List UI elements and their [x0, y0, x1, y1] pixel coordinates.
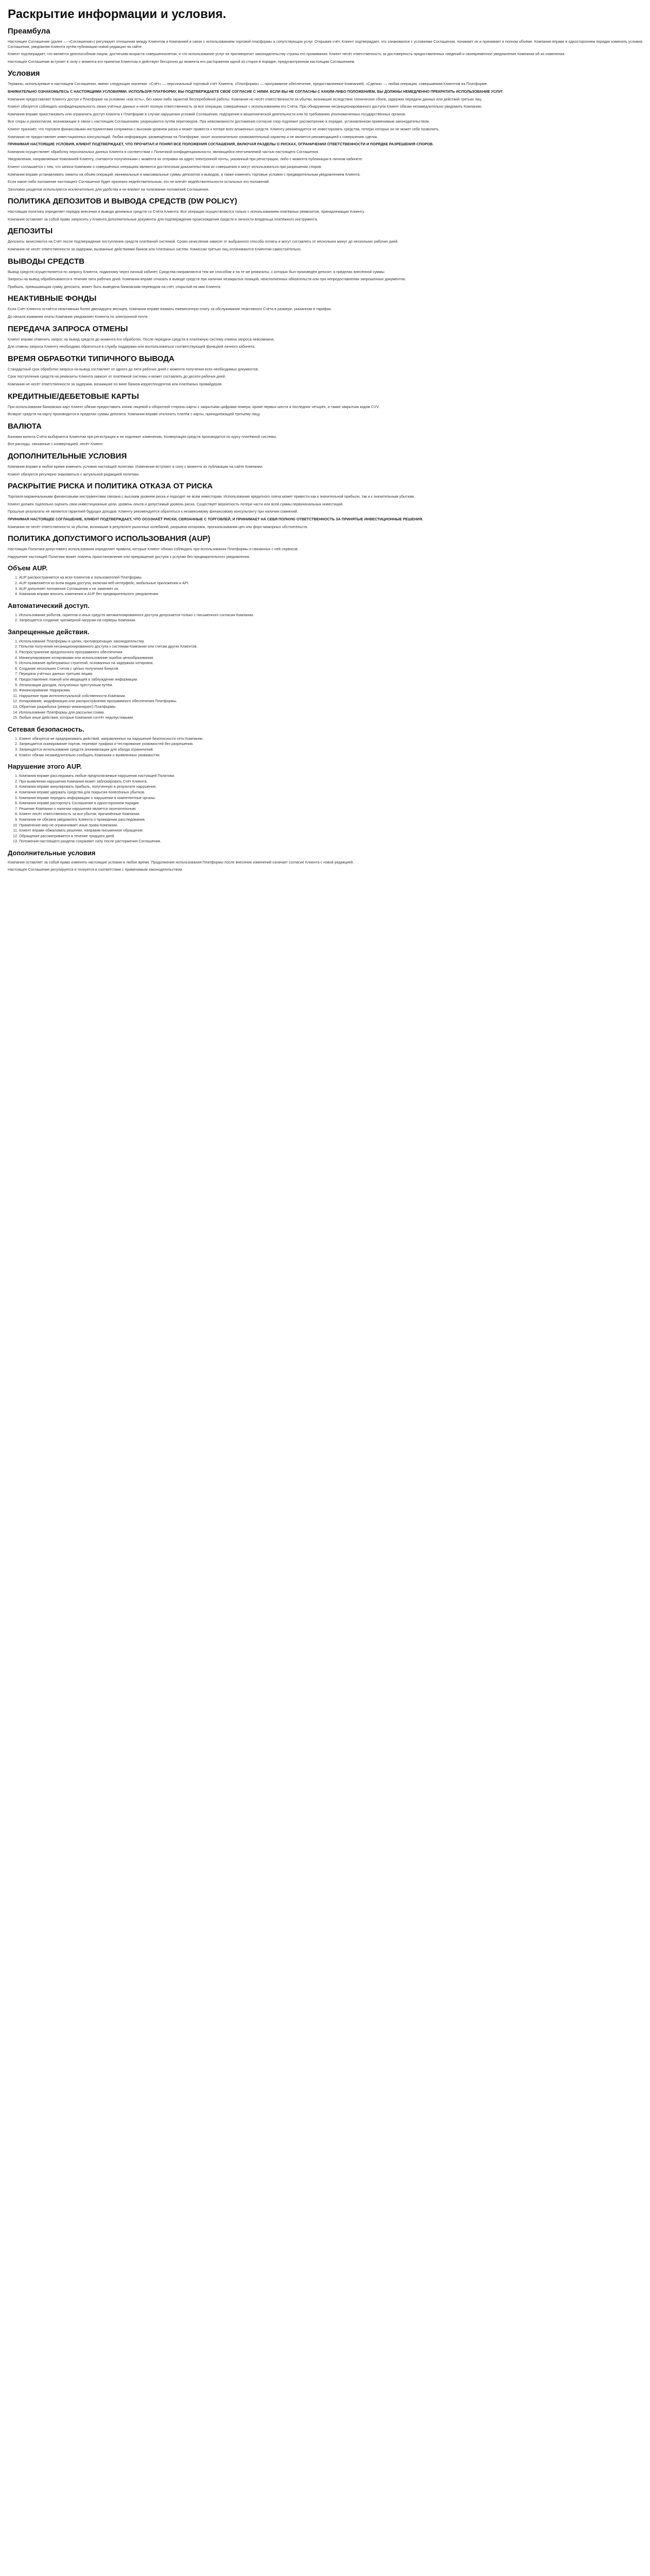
paragraph: Компания вправе в любое время изменить условия настоящей политики. Изменения вступают в силу с момента их публикации на сайте Компании. [8, 464, 263, 469]
list-item: 2. При выявлении нарушения Компания может заблокировать Счёт Клиента. [19, 779, 642, 784]
aup-list-network [8, 736, 642, 757]
section-heading-terms: Условия [8, 69, 40, 78]
paragraph: Компания оставляет за собой право запросить у Клиента дополнительные документы для подтверждения происхождения средств и личности владельца платёжного инструмента. [8, 216, 318, 222]
section-heading-currency: ВАЛЮТА [8, 421, 42, 431]
section-heading-aup: ПОЛИТИКА ДОПУСТИМОГО ИСПОЛЬЗОВАНИЯ (AUP) [8, 534, 211, 544]
paragraph: Клиент обязуется соблюдать конфиденциальность своих учётных данных и несёт полную ответственность за все операции, совершённые с использованием его Счёта. При обнаружении несанкционированного доступа Клиент обязан незамедлительно уведомить Компанию. [8, 104, 483, 109]
section-heading-deposit-withdrawal: ПОЛИТИКА ДЕПОЗИТОВ И ВЫВОДА СРЕДСТВ (DW POLICY) [8, 197, 237, 206]
list-item: 11. Нарушение прав интеллектуальной собственности Компании. [19, 693, 642, 699]
footer-section [8, 849, 642, 872]
list-item: 7. Передача учётных данных третьим лицам. [19, 671, 642, 676]
paragraph: Компания не предоставляет инвестиционных консультаций. Любая информация, размещённая на Платформе, носит исключительно ознакомительный характер и не является рекомендацией к совершению сделок. [8, 134, 378, 139]
paragraph: Компания оставляет за собой право изменять настоящие условия в любое время. Продолжение использования Платформы после внесения изменений означает согласие Клиента с новой редакцией. [8, 859, 354, 865]
list-item: 1. Клиент обязуется не предпринимать действий, направленных на нарушение безопасности сети Компании. [19, 736, 642, 741]
paragraph: Депозиты зачисляются на Счёт после подтверждения поступления средств платёжной системой. Сроки зачисления зависят от выбранного способа оплаты и могут составлять от нескольких минут до нескольких рабочих дней. [8, 239, 399, 244]
aup-heading-automated: Автоматический доступ. [8, 601, 90, 609]
section-heading-unused-funds: НЕАКТИВНЫЕ ФОНДЫ [8, 294, 97, 303]
aup-heading-prohibited: Запрещенные действия. [8, 628, 90, 636]
paragraph: Компания не несёт ответственности за задержки, возникшие по вине банков-корреспондентов или платёжных провайдеров. [8, 382, 223, 386]
aup-list-prohibited [8, 639, 642, 720]
list-item: 6. Компания вправе расторгнуть Соглашение в одностороннем порядке. [19, 801, 642, 806]
list-item: 8. Клиент несёт ответственность за все убытки, причинённые Компании. [19, 811, 642, 817]
aup-list-scope [8, 575, 642, 596]
list-item: 5. Использование арбитражных стратегий, основанных на задержках котировок. [19, 660, 642, 666]
paragraph: Компания вправе приостановить или ограничить доступ Клиента к Платформе в случае нарушения условий Соглашения, подозрения в мошеннической деятельности или по требованию уполномоченных государственных органов. [8, 111, 406, 116]
list-item: 7. Решение Компании о наличии нарушения является окончательным. [19, 806, 642, 811]
paragraph: Клиент признаёт, что торговля финансовыми инструментами сопряжена с высоким уровнем риска и может привести к потере всех вложенных средств. Клиенту рекомендуется не инвестировать средства, потерю которых он не может себе позволить. [8, 126, 440, 131]
list-item: 1. Компания вправе расследовать любые предполагаемые нарушения настоящей Политики. [19, 773, 642, 778]
aup-heading-network: Сетевая безопасность. [8, 725, 84, 733]
list-item: 6. Создание нескольких Счетов с целью получения бонусов. [19, 666, 642, 671]
list-item: 1. Использование Платформы в целях, противоречащих законодательству. [19, 639, 642, 644]
paragraph: Торговля маржинальными финансовыми инструментами связана с высоким уровнем риска и подходит не всем инвесторам. Использование кредитного плеча может привести как к значительной прибыли, так и к значительным убыткам. [8, 494, 415, 499]
section-heading-cancellation: ПЕРЕДАЧА ЗАПРОСА ОТМЕНЫ [8, 324, 128, 333]
paragraph: Настоящее Соглашение вступает в силу с момента его принятия Клиентом и действует бессрочно до момента его расторжения одной из сторон в порядке, предусмотренном настоящим Соглашением. [8, 59, 355, 64]
paragraph: Клиент обязуется регулярно знакомиться с актуальной редакцией политики. [8, 471, 140, 477]
section-heading-additional: ДОПОЛНИТЕЛЬНЫЕ УСЛОВИЯ [8, 451, 127, 461]
paragraph: Компания вправе устанавливать лимиты на объём операций, минимальные и максимальные суммы депозитов и выводов, а также изменять торговые условия с предварительным уведомлением Клиента. [8, 172, 361, 177]
paragraph: Настоящее Соглашение регулируется и толкуется в соответствии с применимым законодательством. [8, 867, 183, 872]
list-item: 13. Обратная разработка (реверс-инжиниринг) Платформы. [19, 704, 642, 709]
paragraph: Компания не несёт ответственности за убытки, возникшие в результате рыночных колебаний, разрывов котировок, проскальзывания цен или форс-мажорных обстоятельств. [8, 524, 308, 529]
paragraph: Базовая валюта Счёта выбирается Клиентом при регистрации и не подлежит изменению. Конвертация средств производится по курсу платёжной системы. [8, 434, 277, 439]
list-item: 12. Копирование, модификация или распространение программного обеспечения Платформы. [19, 699, 642, 704]
list-item: 3. AUP дополняет положения Соглашения и не заменяет их. [19, 586, 642, 591]
list-item: 3. Компания вправе аннулировать прибыль, полученную в результате нарушения. [19, 784, 642, 789]
list-item: 10. Финансирование терроризма. [19, 688, 642, 693]
paragraph: Возврат средств на карту производится в пределах суммы депозита. Компания вправе отклонить платёж с карты, принадлежащей третьему лицу. [8, 412, 261, 417]
paragraph: При использовании банковских карт Клиент обязан предоставить копию лицевой и оборотной стороны карты с закрытыми цифрами номера, кроме первых шести и последних четырёх, а также закрытым кодом CVV. [8, 404, 380, 409]
list-item: 14. Использование Платформы для рассылки спама. [19, 710, 642, 715]
paragraph: Если какое-либо положение настоящего Соглашения будет признано недействительным, это не влечёт недействительности остальных его положений. [8, 179, 270, 184]
paragraph: ПРИНИМАЯ НАСТОЯЩИЕ УСЛОВИЯ, КЛИЕНТ ПОДТВЕРЖДАЕТ, ЧТО ПРОЧИТАЛ И ПОНЯЛ ВСЕ ПОЛОЖЕНИЯ СОГЛАШЕНИЯ, ВКЛЮЧАЯ РАЗДЕЛЫ О РИСКАХ, ОГРАНИЧЕНИИ ОТВЕТСТВЕННОСТИ И ПОРЯДКЕ РАЗРЕШЕНИЯ СПОРОВ. [8, 142, 434, 147]
paragraph: Клиент должен тщательно оценить свои инвестиционные цели, уровень опыта и допустимый уровень риска. Существует вероятность потери части или всей суммы первоначальных инвестиций. [8, 501, 344, 506]
list-item: 4. Манипулирование котировками или использование ошибок ценообразования. [19, 655, 642, 660]
paragraph: Термины, используемые в настоящем Соглашении, имеют следующие значения: «Счёт» — персональный торговый счёт Клиента; «Платформа» — программное обеспечение, предоставляемое Компанией; «Сделка» — любая операция, совершаемая Клиентом на Платформе. [8, 81, 488, 87]
list-item: 2. Запрещается сканирование портов, перехват трафика и тестирование уязвимостей без разрешения. [19, 741, 642, 747]
paragraph: Клиент соглашается с тем, что записи Компании о совершённых операциях являются достаточным доказательством их совершения и могут использоваться при разрешении споров. [8, 164, 322, 169]
list-item: 5. Компания вправе передать информацию о нарушении в компетентные органы. [19, 795, 642, 801]
footer-heading: Дополнительные условия [8, 849, 96, 857]
list-item: 1. Использование роботов, скриптов и иных средств автоматизированного доступа допускается только с письменного согласия Компании. [19, 613, 642, 618]
list-item: 4. Компания вправе вносить изменения в AUP без предварительного уведомления. [19, 591, 642, 597]
aup-heading-violations: Нарушение этого AUP. [8, 762, 82, 771]
paragraph: Заголовки разделов используются исключительно для удобства и не влияют на толкование положений Соглашения. [8, 187, 209, 192]
paragraph: Для отмены запроса Клиенту необходимо обратиться в службу поддержки или воспользоваться соответствующей функцией личного кабинета. [8, 344, 255, 349]
page-title: Раскрытие информации и условия. [8, 7, 227, 21]
list-item: 11. Клиент вправе обжаловать решение, направив письменное обращение. [19, 828, 642, 833]
paragraph: ПРИНИМАЯ НАСТОЯЩЕЕ СОГЛАШЕНИЕ, КЛИЕНТ ПОДТВЕРЖДАЕТ, ЧТО ОСОЗНАЁТ РИСКИ, СВЯЗАННЫЕ С ТОРГОВЛЕЙ, И ПРИНИМАЕТ НА СЕБЯ ПОЛНУЮ ОТВЕТСТВЕННОСТЬ ЗА ПРИНЯТЫЕ ИНВЕСТИЦИОННЫЕ РЕШЕНИЯ. [8, 516, 423, 521]
list-item: 13. Положения настоящего раздела сохраняют силу после расторжения Соглашения. [19, 839, 642, 844]
paragraph: Настоящее Соглашение (далее — «Соглашение») регулирует отношения между Клиентом и Компанией в связи с использованием торговой платформы и сопутствующих услуг. Открывая счёт, Клиент подтверждает, что ознакомился с условиями Соглашения, понимает их и принимает в полном объёме. Компания вправе в одностороннем порядке изменять условия Соглашения, уведомляя Клиента путём публикации новой редакции на сайте. [8, 39, 642, 49]
list-item: 9. Компания не обязана уведомлять Клиента о проведении расследования. [19, 817, 642, 822]
paragraph: ВНИМАТЕЛЬНО ОЗНАКОМЬТЕСЬ С НАСТОЯЩИМИ УСЛОВИЯМИ. ИСПОЛЬЗУЯ ПЛАТФОРМУ, ВЫ ПОДТВЕРЖДАЕТЕ СВОЁ СОГЛАСИЕ С НИМИ. ЕСЛИ ВЫ НЕ СОГЛАСНЫ С КАКИМ-ЛИБО ПОЛОЖЕНИЕМ, ВЫ ДОЛЖНЫ НЕМЕДЛЕННО ПРЕКРАТИТЬ ИСПОЛЬЗОВАНИЕ УСЛУГ. [8, 89, 504, 94]
paragraph: Настоящая Политика допустимого использования определяет правила, которые Клиент обязан соблюдать при использовании Платформы и связанных с ней сервисов. [8, 547, 299, 552]
list-item: 10. Применение мер не ограничивает иные права Компании. [19, 823, 642, 828]
list-item: 12. Обращение рассматривается в течение тридцати дней. [19, 834, 642, 839]
document-body [8, 27, 642, 559]
list-item: 3. Распространение вредоносного программного обеспечения. [19, 650, 642, 655]
paragraph: Клиент подтверждает, что является дееспособным лицом, достигшим возраста совершеннолетия, и что использование услуг не противоречит законодательству страны его проживания. Клиент несёт ответственность за достоверность предоставленных сведений и своевременное уведомление Компании об их изменении. [8, 52, 566, 57]
paragraph: Нарушение настоящей Политики может повлечь приостановление или прекращение доступа к услугам без предварительного уведомления. [8, 554, 250, 559]
paragraph: До начала взимания платы Компания уведомляет Клиента по электронной почте. [8, 314, 149, 319]
paragraph: Прибыль, превышающая сумму депозита, может быть выведена банковским переводом на счёт, открытый на имя Клиента. [8, 284, 221, 289]
paragraph: Компания предоставляет Клиенту доступ к Платформе на условиях «как есть», без каких-либо гарантий бесперебойной работы. Компания не несёт ответственности за убытки, возникшие вследствие технических сбоев, задержек передачи данных или действий третьих лиц. [8, 96, 483, 101]
section-heading-processing-time: ВРЕМЯ ОБРАБОТКИ ТИПИЧНОГО ВЫВОДА [8, 354, 175, 363]
list-item: 8. Предоставление ложной или вводящей в заблуждение информации. [19, 677, 642, 682]
paragraph: Стандартный срок обработки запроса на вывод составляет от одного до пяти рабочих дней с момента получения всех необходимых документов. [8, 366, 259, 371]
document-page [0, 0, 650, 885]
paragraph: Все расходы, связанные с конвертацией, несёт Клиент. [8, 442, 104, 447]
aup-heading-scope: Объем AUP. [8, 564, 48, 572]
section-heading-preamble: Преамбула [8, 27, 50, 36]
paragraph: Настоящая политика определяет порядок внесения и вывода денежных средств со Счёта Клиента. Все операции осуществляются только с использованием платёжных реквизитов, принадлежащих Клиенту. [8, 209, 365, 214]
section-heading-risk: РАСКРЫТИЕ РИСКА И ПОЛИТИКА ОТКАЗА ОТ РИСКА [8, 482, 213, 491]
paragraph: Компания не несёт ответственности за задержки, вызванные действиями банков или платёжных систем. Комиссии третьих лиц оплачиваются Клиентом самостоятельно. [8, 247, 302, 252]
aup-list-violations [8, 773, 642, 844]
list-item: 1. AUP распространяется на всех Клиентов и пользователей Платформы. [19, 575, 642, 580]
list-item: 4. Клиент обязан незамедлительно сообщать Компании о выявленных уязвимостях. [19, 753, 642, 758]
section-heading-credit-cards: КРЕДИТНЫЕ/ДЕБЕТОВЫЕ КАРТЫ [8, 392, 139, 401]
aup-subsections [8, 564, 642, 844]
paragraph: Уведомления, направляемые Компанией Клиенту, считаются полученными с момента их отправки на адрес электронной почты, указанный при регистрации, либо с момента публикации в личном кабинете. [8, 157, 363, 162]
list-item: 4. Компания вправе удержать средства для покрытия понесённых убытков. [19, 790, 642, 795]
section-heading-withdrawals: ВЫВОДЫ СРЕДСТВ [8, 257, 84, 266]
list-item: 2. Запрещается создание чрезмерной нагрузки на серверы Компании. [19, 618, 642, 623]
list-item: 2. AUP применяется ко всем видам доступа, включая веб-интерфейс, мобильные приложения и API. [19, 581, 642, 586]
paragraph: Вывод средств осуществляется по запросу Клиента, поданному через личный кабинет. Средства направляются тем же способом и на те же реквизиты, с которых был произведён депозит, в пределах внесённой суммы. [8, 269, 385, 274]
section-heading-deposits: ДЕПОЗИТЫ [8, 227, 53, 236]
list-item: 2. Попытки получения несанкционированного доступа к системам Компании или счетам других Клиентов. [19, 644, 642, 649]
paragraph: Запросы на вывод обрабатываются в течение пяти рабочих дней. Компания вправе отказать в выводе средств при наличии незакрытых позиций, неисполненных обязательств или при непредоставлении запрошенных документов. [8, 277, 406, 282]
list-item: 9. Легализация доходов, полученных преступным путём. [19, 683, 642, 688]
paragraph: Компания осуществляет обработку персональных данных Клиента в соответствии с Политикой конфиденциальности, являющейся неотъемлемой частью настоящего Соглашения. [8, 149, 319, 154]
aup-list-automated [8, 613, 642, 623]
paragraph: Прошлые результаты не являются гарантией будущих доходов. Клиенту рекомендуется обратиться к независимому финансовому консультанту при наличии сомнений. [8, 509, 298, 514]
paragraph: Срок поступления средств на реквизиты Клиента зависит от платёжной системы и может составлять до десяти рабочих дней. [8, 374, 226, 379]
list-item: 3. Запрещается использование средств анонимизации для обхода ограничений. [19, 747, 642, 752]
footer-paragraphs [8, 860, 642, 872]
list-item: 15. Любые иные действия, которые Компания сочтёт недопустимыми. [19, 715, 642, 720]
paragraph: Клиент вправе отменить запрос на вывод средств до момента его обработки. После передачи средств в платёжную систему отмена запроса невозможна. [8, 336, 275, 342]
paragraph: Все споры и разногласия, возникающие в связи с настоящим Соглашением, разрешаются путём переговоров. При невозможности достижения согласия спор подлежит рассмотрению в порядке, установленном применимым законодательством. [8, 119, 430, 124]
paragraph: Если Счёт Клиента остаётся неактивным более двенадцати месяцев, Компания вправе взимать ежемесячную плату за обслуживание неактивного Счёта в размере, указанном в тарифах. [8, 307, 332, 312]
